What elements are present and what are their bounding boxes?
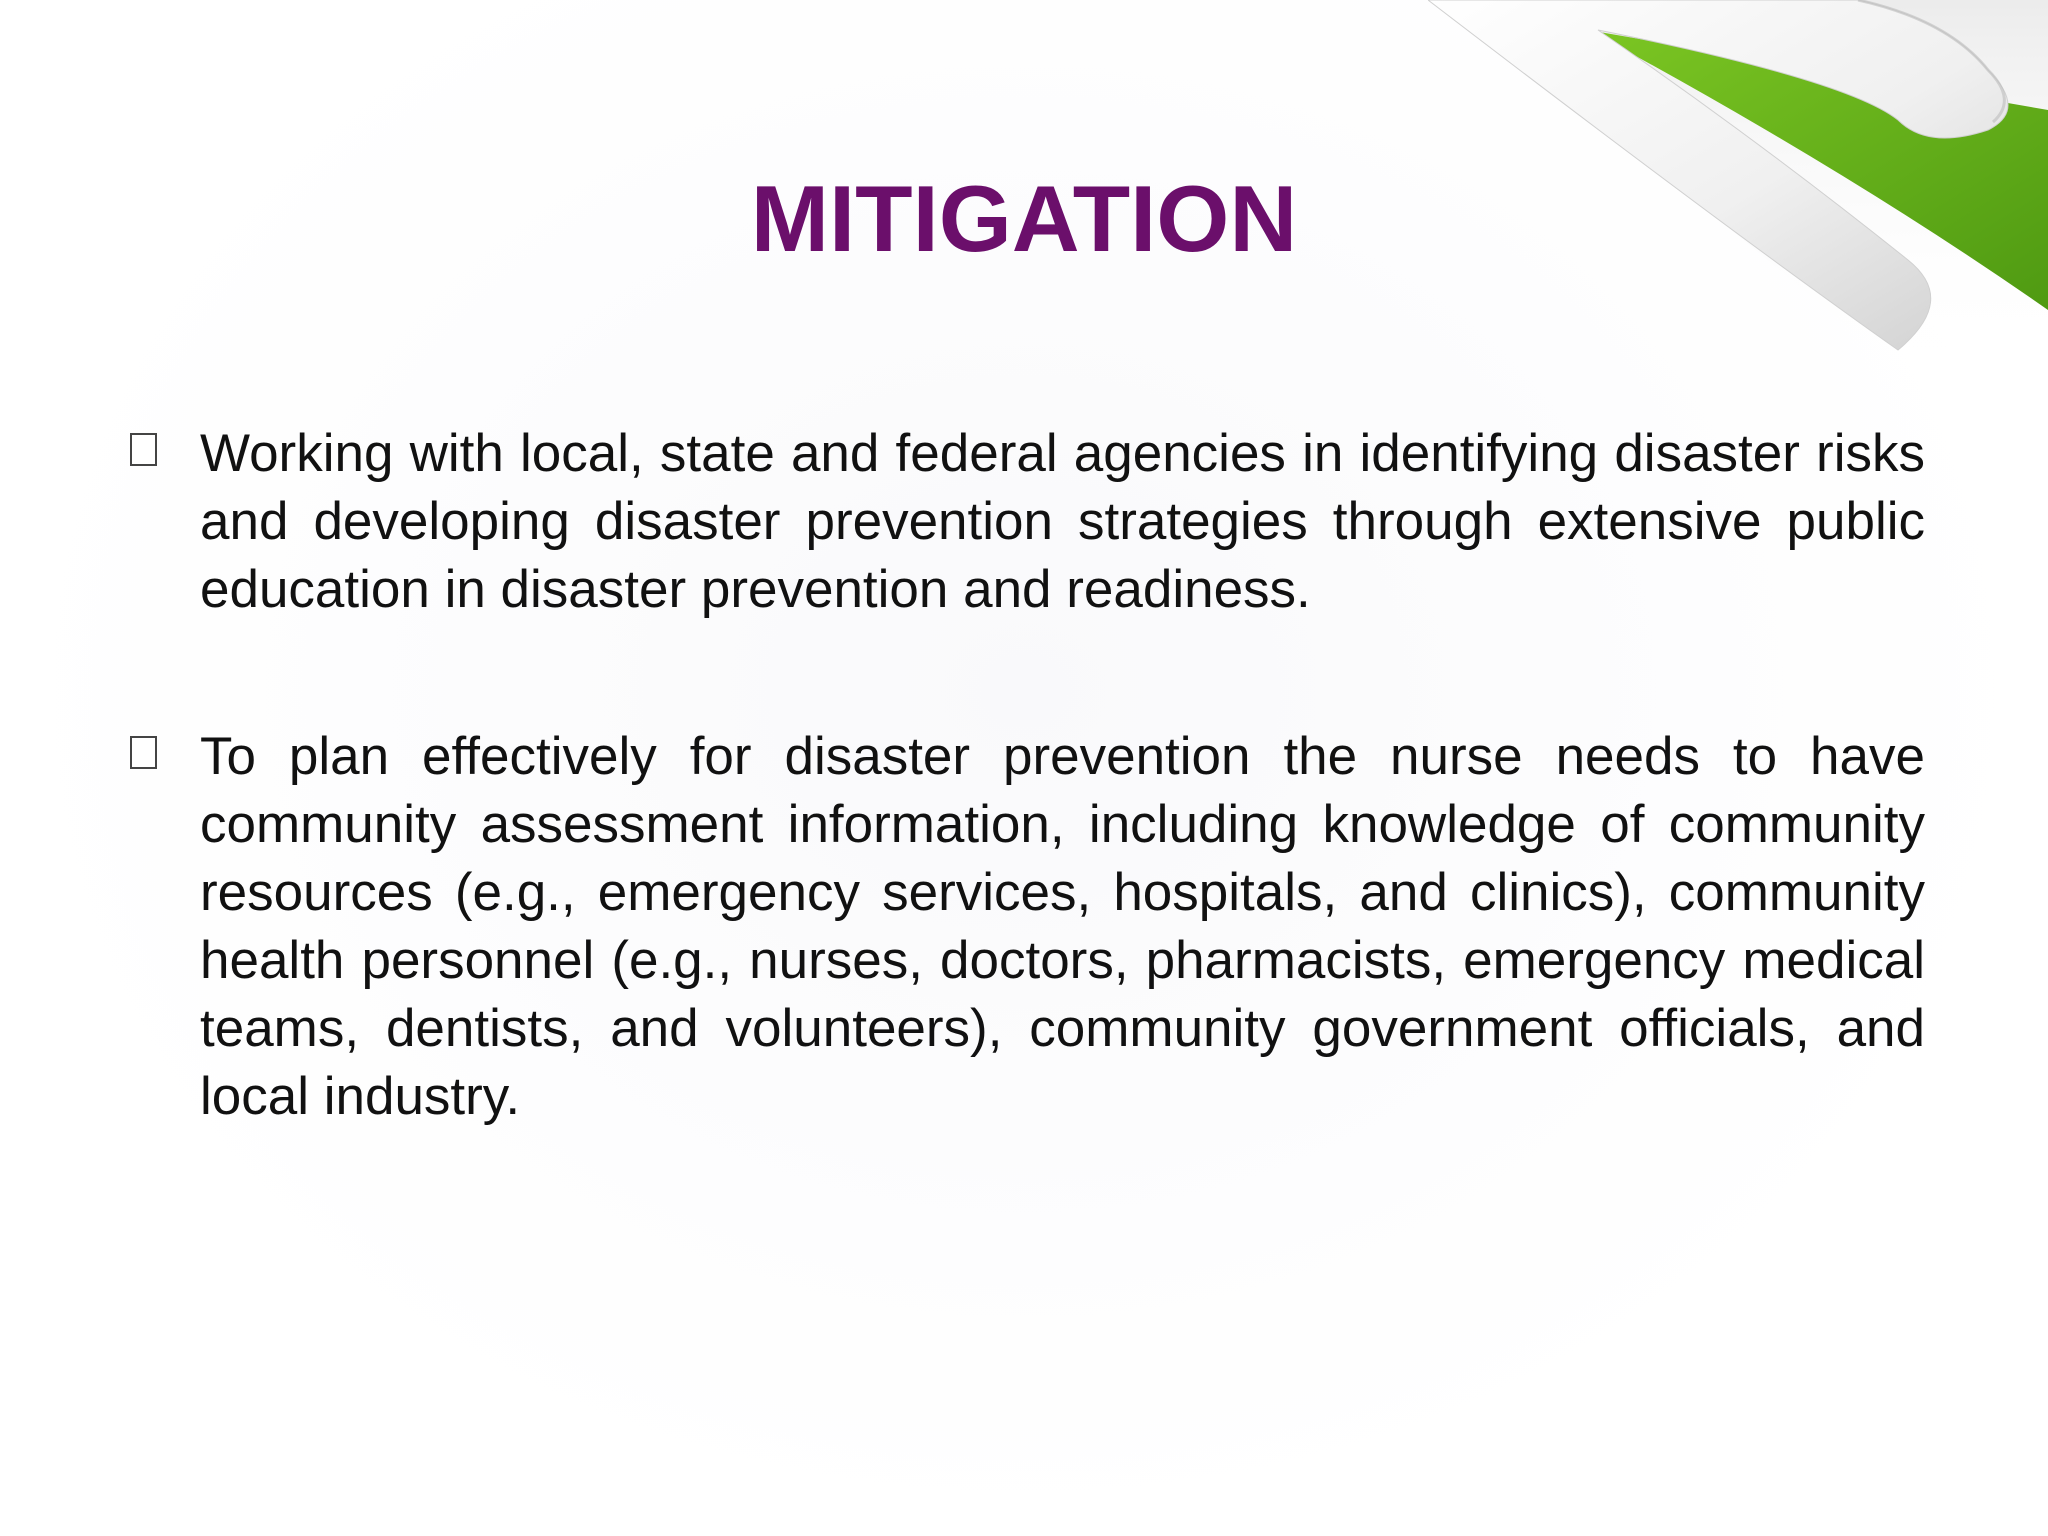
- missing-glyph-box-icon: [130, 433, 157, 466]
- slide-title: MITIGATION: [750, 166, 1298, 271]
- bullet-item-planning: [130, 723, 1925, 1131]
- bullet-item-mitigation-agencies: [130, 420, 1925, 624]
- bullet-text: To plan effectively for disaster prevention the nurse needs to have community assessment information, including knowledge of community resources (e.g., emergency services, hospitals, and clinics), community health personnel (e.g., nurses, doctors, pharmacists, emergency medical teams, dentists, and volunteers), community government officials, and local industry.: [200, 727, 1925, 1126]
- bullet-list: [130, 420, 1925, 1230]
- bullet-text: Working with local, state and federal agencies in identifying disaster risks and developing disaster prevention strategies through extensive public education in disaster prevention and readiness.: [200, 424, 1925, 619]
- missing-glyph-box-icon: [130, 736, 157, 769]
